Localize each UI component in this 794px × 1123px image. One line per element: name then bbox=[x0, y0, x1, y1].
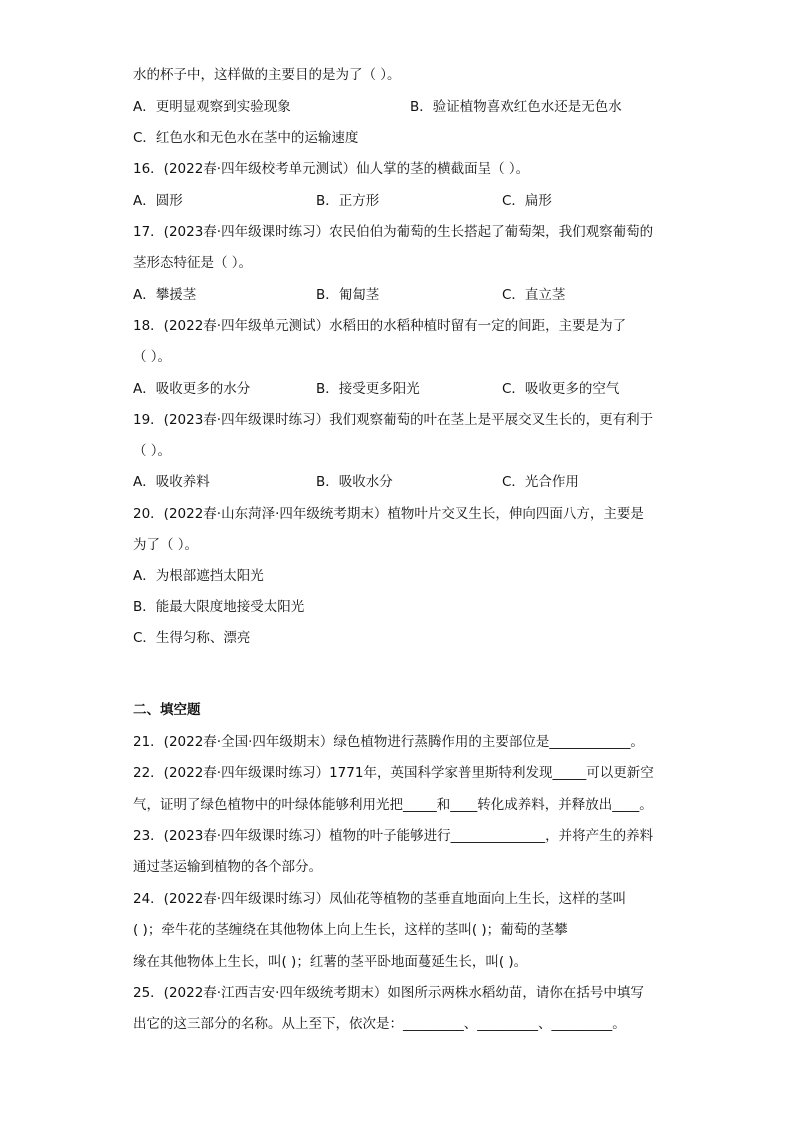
q22-stem-line-1: 22．(2022春·四年级课时练习）1771年，英国科学家普里斯特利发现_____可以更新空 bbox=[133, 765, 654, 781]
q19-option-c: C．光合作用 bbox=[502, 474, 579, 490]
q22-stem-line-2: 气，证明了绿色植物中的叶绿体能够利用光把_____和____转化成养料，并释放出____。 bbox=[133, 797, 653, 813]
q17-option-c: C．直立茎 bbox=[502, 287, 566, 303]
q17-option-a: A．攀援茎 bbox=[133, 287, 197, 303]
q19-option-b: B．吸收水分 bbox=[316, 474, 393, 490]
q16-stem: 16．(2022春·四年级校考单元测试）仙人掌的茎的横截面呈（ ）。 bbox=[133, 161, 530, 177]
q19-stem-line-2: （ ）。 bbox=[133, 443, 172, 459]
q20-option-c: C．生得匀称、漂亮 bbox=[133, 630, 251, 646]
q18-option-a: A．吸收更多的水分 bbox=[133, 381, 251, 397]
q23-stem-line-2: 通过茎运输到植物的各个部分。 bbox=[133, 859, 322, 875]
q18-option-b: B．接受更多阳光 bbox=[316, 381, 420, 397]
q24-stem-line-2: ( )；牵牛花的茎缠绕在其他物体上向上生长，这样的茎叫( )；葡萄的茎攀 bbox=[133, 922, 568, 938]
q15-continuation-line: 水的杯子中，这样做的主要目的是为了（ ）。 bbox=[133, 67, 401, 83]
q19-option-a: A．吸收养料 bbox=[133, 474, 210, 490]
q18-option-c: C．吸收更多的空气 bbox=[502, 381, 620, 397]
q16-option-c: C．扁形 bbox=[502, 193, 552, 209]
q15-option-b: B．验证植物喜欢红色水还是无色水 bbox=[410, 99, 622, 115]
q20-stem-line-2: 为了（ ）。 bbox=[133, 537, 199, 553]
q17-stem-line-1: 17．(2023春·四年级课时练习）农民伯伯为葡萄的生长搭起了葡萄架，我们观察葡萄的 bbox=[133, 224, 654, 240]
q20-option-a: A．为根部遮挡太阳光 bbox=[133, 568, 264, 584]
q15-option-c: C．红色水和无色水在茎中的运输速度 bbox=[133, 130, 359, 146]
q25-stem-line-2: 出它的这三部分的名称。从上至下，依次是：_________、_________、_________。 bbox=[133, 1016, 626, 1032]
q17-stem-line-2: 茎形态特征是（ ）。 bbox=[133, 255, 253, 271]
q16-option-a: A．圆形 bbox=[133, 193, 183, 209]
q18-stem-line-1: 18．(2022春·四年级单元测试）水稻田的水稻种植时留有一定的间距，主要是为了 bbox=[133, 318, 627, 334]
q25-stem-line-1: 25．(2022春·江西吉安·四年级统考期末）如图所示两株水稻幼苗，请你在括号中填写 bbox=[133, 985, 644, 1001]
q19-stem-line-1: 19．(2023春·四年级课时练习）我们观察葡萄的叶在茎上是平展交叉生长的，更有利于 bbox=[133, 412, 654, 428]
q20-option-b: B．能最大限度地接受太阳光 bbox=[133, 599, 305, 615]
q21-stem: 21．(2022春·全国·四年级期末）绿色植物进行蒸腾作用的主要部位是____________。 bbox=[133, 734, 644, 750]
q24-stem-line-1: 24．(2022春·四年级课时练习）凤仙花等植物的茎垂直地面向上生长，这样的茎叫 bbox=[133, 891, 627, 907]
q17-option-b: B．匍匐茎 bbox=[316, 287, 380, 303]
q16-option-b: B．正方形 bbox=[316, 193, 380, 209]
q15-option-a: A．更明显观察到实验现象 bbox=[133, 99, 291, 115]
section-heading-fill-in: 二、填空题 bbox=[133, 702, 201, 718]
q18-stem-line-2: （ ）。 bbox=[133, 349, 172, 365]
q23-stem-line-1: 23．(2023春·四年级课时练习）植物的叶子能够进行______________，并将产生的养料 bbox=[133, 828, 654, 844]
q20-stem-line-1: 20．(2022春·山东菏泽·四年级统考期末）植物叶片交叉生长，伸向四面八方，主要是 bbox=[133, 506, 644, 522]
q24-stem-line-3: 缘在其他物体上生长，叫( )；红薯的茎平卧地面蔓延生长，叫( )。 bbox=[133, 954, 528, 970]
